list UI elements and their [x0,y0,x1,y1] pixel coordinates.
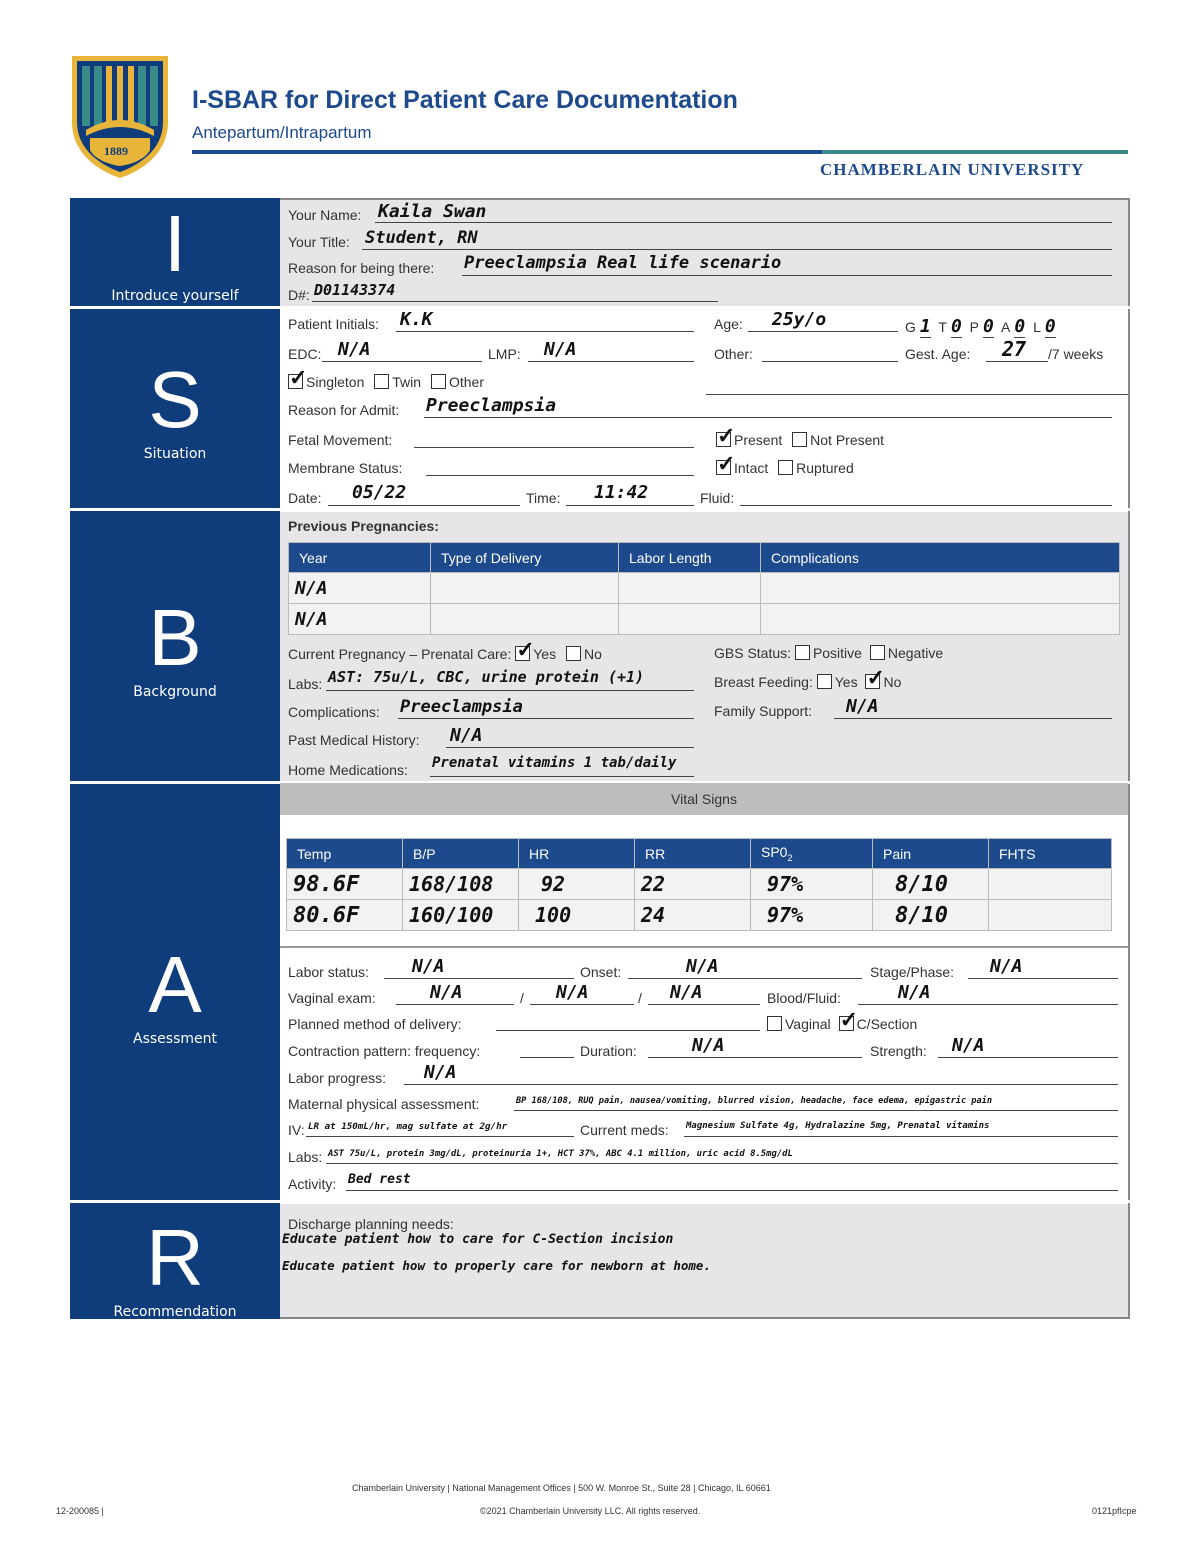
labor-status-field[interactable]: N/A [412,956,445,977]
table-row: 80.6F 160/100 100 24 97% 8/10 [287,900,1112,931]
blood-fluid-field[interactable]: N/A [898,982,931,1003]
time-label: Time: [526,490,561,506]
home-meds-field[interactable]: Prenatal vitamins 1 tab/daily [432,755,677,771]
intact-checkbox[interactable] [716,460,731,475]
section-label-recommendation: Recommendation [113,1304,237,1320]
id-label: D#: [288,287,310,303]
labor-progress-field[interactable]: N/A [424,1062,457,1083]
edc-field[interactable]: N/A [338,339,371,360]
col-labor-length: Labor Length [619,543,761,573]
section-recommendation [70,1202,280,1319]
col-rr: RR [635,839,751,869]
iv-label: IV: [288,1122,305,1138]
university-seal [68,52,172,180]
col-type-of-delivery: Type of Delivery [431,543,619,573]
twin-checkbox[interactable] [374,374,389,389]
breast-yes-checkbox[interactable] [817,674,832,689]
table-row: N/A [289,573,1120,604]
gest-age-label: Gest. Age: [905,346,971,362]
header-rule-blue [192,150,822,154]
labor-progress-label: Labor progress: [288,1070,387,1086]
col-spo2: $SP0_2$ [751,839,873,869]
age-field[interactable]: 25y/o [772,309,827,330]
section-background [70,510,280,783]
labor-status-label: Labor status: [288,964,369,980]
planned-delivery-options: Vaginal ✓ C/Section [767,1016,917,1032]
current-meds-label: Current meds: [580,1122,669,1138]
fetal-movement-label: Fetal Movement: [288,432,393,448]
gtpal: G 1 T 0 P 0 A 0 L 0 [905,316,1056,337]
edc-label: EDC: [288,346,322,362]
lmp-field[interactable]: N/A [544,339,577,360]
col-complications: Complications [761,543,1120,573]
pregnancy-type: ✓Singleton Twin Other [288,374,484,390]
initials-field[interactable]: K.K [400,309,433,330]
admit-field[interactable]: Preeclampsia [426,395,557,416]
vital-signs-heading: Vital Signs [280,783,1128,815]
col-pain: Pain [873,839,989,869]
title-label: Your Title: [288,234,350,250]
reason-field[interactable]: Preeclampsia Real life scenario [464,253,782,273]
section-letter-i: I [163,199,187,288]
gbs-status: GBS Status: Positive Negative [714,645,944,661]
section-letter-r: R [146,1213,204,1302]
section-situation [70,308,280,510]
pmh-field[interactable]: N/A [450,725,483,746]
vaginal-checkbox[interactable] [767,1016,782,1031]
name-field[interactable]: Kaila Swan [378,201,487,222]
vital-signs-table [286,838,1112,931]
date-label: Date: [288,490,322,506]
csection-checkbox[interactable] [839,1016,854,1031]
title-field[interactable]: Student, RN [365,228,478,248]
reason-label: Reason for being there: [288,260,435,276]
col-fhts: FHTS [989,839,1112,869]
header-rule-teal [822,150,1128,154]
col-bp: B/P [403,839,519,869]
gbs-positive-checkbox[interactable] [795,645,810,660]
prenatal-care: Current Pregnancy – Prenatal Care: ✓ Yes No [288,646,602,662]
prenatal-yes-checkbox[interactable] [515,646,530,661]
labs-field[interactable]: AST: 75u/L, CBC, urine protein (+1) [328,668,645,686]
section-label-assessment: Assessment [133,1031,217,1047]
stage-field[interactable]: N/A [990,956,1023,977]
other-label: Other: [714,346,753,362]
section-label-situation: Situation [143,446,207,462]
discharge-line-1[interactable]: Educate patient how to care for C-Section incision [282,1232,674,1247]
section-letter-s: S [148,355,202,444]
breast-no-checkbox[interactable] [865,674,880,689]
seal-year: 1889 [104,144,128,158]
complications-label: Complications: [288,704,380,720]
vaginal-exam-2[interactable]: N/A [556,982,589,1003]
family-support-label: Family Support: [714,703,813,719]
maternal-assessment-label: Maternal physical assessment: [288,1096,480,1112]
footer-copyright: ©2021 Chamberlain University LLC. All rights reserved. [480,1506,701,1516]
iv-field[interactable]: LR at 150mL/hr, mag sulfate at 2g/hr [308,1121,508,1132]
pmh-label: Past Medical History: [288,732,420,748]
family-support-field[interactable]: N/A [846,696,879,717]
id-field[interactable]: D01143374 [314,281,396,299]
onset-label: Onset: [580,964,622,980]
home-meds-label: Home Medications: [288,762,408,778]
lmp-label: LMP: [488,346,521,362]
blood-fluid-label: Blood/Fluid: [767,990,841,1006]
breast-feeding: Breast Feeding: Yes ✓ No [714,674,901,690]
gbs-negative-checkbox[interactable] [870,645,885,660]
situation-panel [280,310,1128,508]
footer-address: Chamberlain University | National Management Offices | 500 W. Monroe St., Suite 28 | Chicago, IL 60661 [352,1483,771,1493]
document-subtitle: Antepartum/Intrapartum [192,123,372,142]
vaginal-exam-3[interactable]: N/A [670,982,703,1003]
table-row: 98.6F 168/108 92 22 97% 8/10 [287,869,1112,900]
date-field[interactable]: 05/22 [352,482,407,503]
section-label-background: Background [133,684,217,700]
other-checkbox[interactable] [431,374,446,389]
previous-pregnancies-table [288,542,1120,635]
complications-field[interactable]: Preeclampsia [400,697,523,717]
gest-weeks-label: /7 weeks [1048,346,1104,362]
strength-label: Strength: [870,1043,927,1059]
discharge-label: Discharge planning needs: [288,1216,454,1232]
footer-right-code: 0121pfIcpe [1092,1506,1137,1516]
contraction-label: Contraction pattern: frequency: [288,1043,481,1059]
membrane-label: Membrane Status: [288,460,403,476]
duration-field[interactable]: N/A [692,1035,725,1056]
document-title: I-SBAR for Direct Patient Care Documentation [192,86,738,114]
membrane-options: ✓ Intact Ruptured [716,460,854,476]
university-name: CHAMBERLAIN UNIVERSITY [820,160,1085,179]
labs-label: Labs: [288,676,323,692]
discharge-line-2[interactable]: Educate patient how to properly care for newborn at home. [282,1258,711,1273]
name-label: Your Name: [288,207,362,223]
activity-field[interactable]: Bed rest [348,1172,411,1187]
section-introduce [70,198,280,308]
table-row: N/A [289,604,1120,635]
onset-field[interactable]: N/A [686,956,719,977]
strength-field[interactable]: N/A [952,1035,985,1056]
vaginal-exam-1[interactable]: N/A [430,982,463,1003]
vaginal-exam-label: Vaginal exam: [288,990,376,1006]
initials-label: Patient Initials: [288,316,380,332]
prenatal-no-checkbox[interactable] [566,646,581,661]
footer-code: 12-200085 | [56,1506,104,1516]
not-present-checkbox[interactable] [792,432,807,447]
assessment-labs-label: Labs: [288,1149,323,1165]
present-checkbox[interactable] [716,432,731,447]
stage-label: Stage/Phase: [870,964,955,980]
current-meds-field[interactable]: Magnesium Sulfate 4g, Hydralazine 5mg, Prenatal vitamins [686,1121,990,1131]
activity-label: Activity: [288,1176,337,1192]
col-temp: Temp [287,839,403,869]
singleton-checkbox[interactable] [288,374,303,389]
fetal-movement-options: ✓ Present Not Present [716,432,884,448]
time-field[interactable]: 11:42 [594,482,649,503]
planned-delivery-label: Planned method of delivery: [288,1016,462,1032]
col-hr: HR [519,839,635,869]
col-year: Year [289,543,431,573]
fluid-label: Fluid: [700,490,735,506]
ruptured-checkbox[interactable] [778,460,793,475]
section-letter-b: B [148,593,202,682]
gest-age-field[interactable]: 27 [1002,337,1027,361]
assessment-labs-field[interactable]: AST 75u/L, protein 3mg/dL, proteinuria 1+, HCT 37%, ABC 4.1 million, uric acid 8.5mg/dL [328,1149,793,1159]
age-label: Age: [714,316,743,332]
section-assessment [70,783,280,1202]
maternal-assessment-field[interactable]: BP 168/108, RUQ pain, nausea/vomiting, blurred vision, headache, face edema, epigastric pain [516,1096,992,1106]
admit-label: Reason for Admit: [288,402,400,418]
previous-pregnancies-label: Previous Pregnancies: [288,518,439,534]
section-letter-a: A [148,940,202,1029]
duration-label: Duration: [580,1043,637,1059]
section-label-introduce: Introduce yourself [111,288,239,304]
